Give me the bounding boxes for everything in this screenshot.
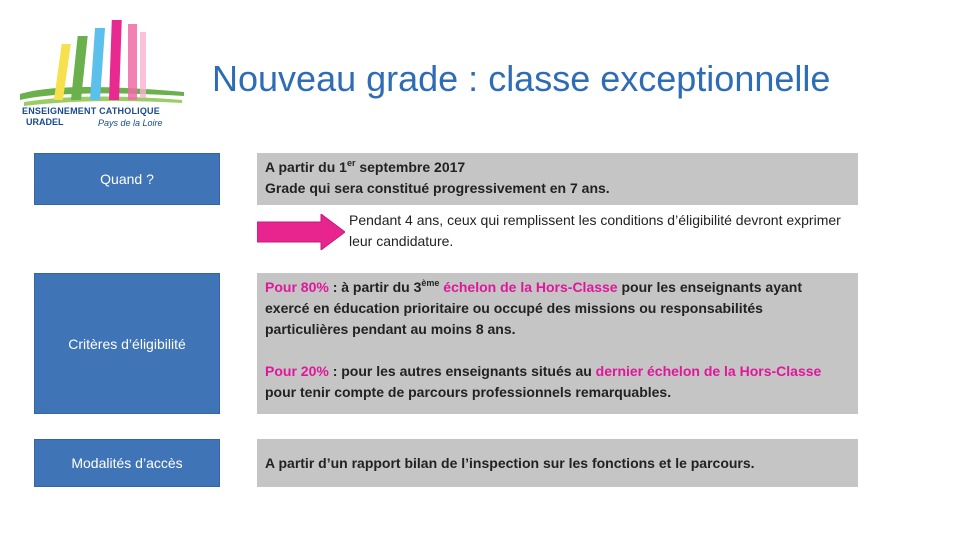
arrow-note: Pendant 4 ans, ceux qui remplissent les conditions d’éligibilité devront exprimer leur candidature. (349, 212, 841, 249)
criteres-content-box (257, 273, 858, 414)
modalites-label: Modalités d’accès (71, 455, 183, 471)
modalites-content-box (257, 439, 858, 487)
page-title: Nouveau grade : classe exceptionnelle (212, 58, 831, 99)
criteres-paragraph-20: Pour 20% : pour les autres enseignants situés au dernier échelon de la Hors-Classe pour tenir compte de parcours professionnels remarquables. (265, 363, 822, 400)
quand-label: Quand ? (100, 171, 154, 187)
criteres-label-box (34, 273, 220, 414)
quand-label-box (34, 153, 220, 205)
logo-line3: Pays de la Loire (98, 118, 163, 128)
quand-line2: Grade qui sera constitué progressivement en 7 ans. (265, 180, 610, 196)
quand-line1: A partir du 1er septembre 2017 (265, 158, 466, 175)
criteres-label: Critères d’éligibilité (68, 335, 186, 352)
modalites-text: A partir d’un rapport bilan de l’inspection sur les fonctions et le parcours. (265, 454, 755, 471)
logo-graphic (14, 14, 194, 134)
logo-line1: ENSEIGNEMENT CATHOLIQUE (22, 106, 160, 116)
quand-content-box (257, 153, 858, 205)
logo-line2: URADEL (26, 117, 64, 127)
modalites-label-box (34, 439, 220, 487)
logo (14, 14, 194, 134)
arrow-right-icon (257, 214, 345, 250)
criteres-paragraph-80: Pour 80% : à partir du 3ème échelon de la Hors-Classe pour les enseignants ayant exercé en éducation prioritaire ou occupé des missions ou responsabilités particulières pendant au moins 8 ans. (265, 278, 802, 337)
